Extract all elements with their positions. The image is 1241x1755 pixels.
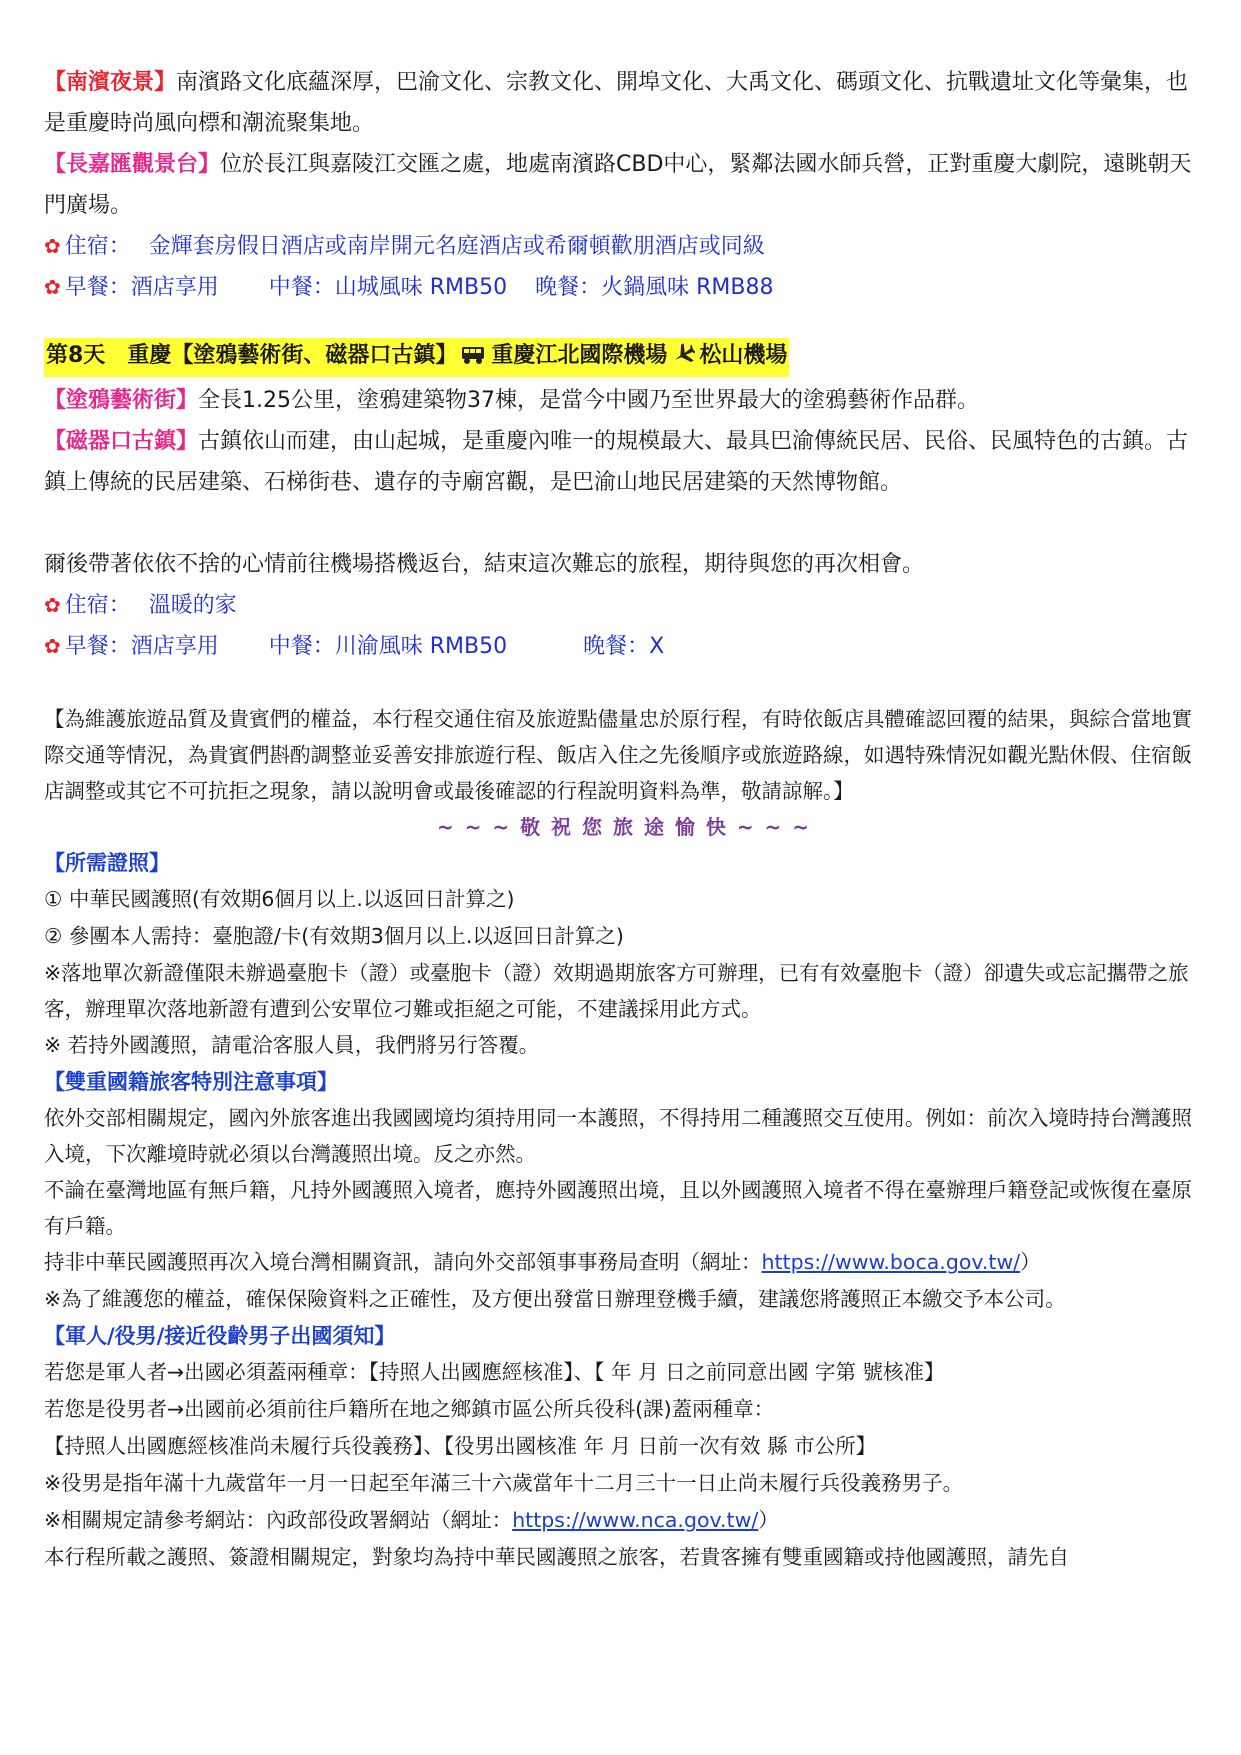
airplane-icon: [671, 341, 695, 377]
notice-paragraph: 【為維護旅遊品質及貴賓們的權益，本行程交通住宿及旅遊點儘量忠於原行程，有時依飯店具體確認回覆的結果，與綜合當地實際交通等情況，為貴賓們斟酌調整並妥善安排旅遊行程、飯店入住之先後順序或旅遊路線，如遇特殊情況如觀光點休假、住宿飯店調整或其它不可抗拒之現象，請以說明會或最後確認的行程說明資料為準，敬請諒解。】: [44, 707, 1192, 803]
day8-dinner: 晚餐：X: [583, 634, 665, 659]
dual-p3-prefix: 持非中華民國護照再次入境台灣相關資訊，請向外交部領事事務局查明（網址：: [44, 1250, 762, 1274]
military-title: 【軍人/役男/接近役齡男子出國須知】: [44, 1324, 396, 1348]
docs-note-1: ※落地單次新證僅限未辦過臺胞卡（證）或臺胞卡（證）效期過期旅客方可辦理，已有有效臺胞卡（證）卻遺失或忘記攜帶之旅客，辦理單次落地新證有遭到公安單位刁難或拒絕之可能，不建議採用此方式。: [44, 961, 1189, 1021]
nca-link[interactable]: https://www.nca.gov.tw/: [512, 1508, 759, 1532]
ciqikou-title: 【磁器口古鎮】: [44, 429, 199, 454]
dual-p4: ※為了維護您的權益，確保保險資料之正確性，及方便出發當日辦理登機手續，建議您將護照正本繳交予本公司。: [44, 1287, 1066, 1311]
day8-label: 第8天: [46, 343, 106, 368]
dual-p2: 不論在臺灣地區有無戶籍，凡持外國護照入境者，應持外國護照出境，且以外國護照入境者不得在臺辦理戶籍登記或恢復在臺原有戶籍。: [44, 1178, 1192, 1238]
military-l3: 【持照人出國應經核准尚未履行兵役義務】、【役男出國核准 年 月 日前一次有效 縣 市公所】: [44, 1434, 877, 1458]
day7-hotel: [44, 226, 1204, 267]
military-l4: ※役男是指年滿十九歲當年一月一日起至年滿三十六歲當年十二月三十一日止尚未履行兵役義務男子。: [44, 1471, 964, 1495]
day7-meals: [44, 267, 1204, 308]
day8-hotel-value: 溫暖的家: [148, 593, 237, 618]
day8-meals: [44, 626, 1204, 667]
nanbin-paragraph: [44, 62, 1204, 144]
docs-item-2: ② 參團本人需持：臺胞證/卡(有效期3個月以上.以返回日計算之): [44, 924, 624, 948]
dual-title: 【雙重國籍旅客特別注意事項】: [44, 1070, 338, 1094]
nanbin-title: 【南濱夜景】: [44, 70, 177, 95]
docs-title: 【所需證照】: [44, 851, 170, 875]
dual-p1: 依外交部相關規定，國內外旅客進出我國國境均須持用同一本護照，不得持用二種護照交互使用。例如：前次入境時持台灣護照入境，下次離境時就必須以台灣護照出境。反之亦然。: [44, 1106, 1192, 1166]
changjia-paragraph: [44, 144, 1204, 226]
bus-icon: [461, 341, 487, 377]
dual-p3: [44, 1244, 1204, 1281]
day8-route-3: 松山機場: [699, 343, 788, 368]
changjia-title: 【長嘉匯觀景台】: [44, 152, 221, 177]
graffiti-title: 【塗鴉藝術街】: [44, 388, 199, 413]
ciqikou-text: 古鎮依山而建，由山起城，是重慶內唯一的規模最大、最具巴渝傳統民居、民俗、民風特色的古鎮。古鎮上傳統的民居建築、石梯街巷、遺存的寺廟宮觀，是巴渝山地民居建築的天然博物館。: [44, 429, 1189, 495]
wish-line: ~ ~ ~ 敬 祝 您 旅 途 愉 快 ~ ~ ~: [436, 815, 812, 839]
flower-icon: ✿: [44, 634, 61, 658]
day8-header-row: [44, 338, 1204, 380]
day8-title: [44, 338, 789, 377]
docs-item-1: ① 中華民國護照(有效期6個月以上.以返回日計算之): [44, 887, 515, 911]
day8-hotel-label: 住宿：: [64, 593, 131, 618]
dual-p3-suffix: ）: [1020, 1250, 1041, 1274]
flower-icon: ✿: [44, 593, 61, 617]
day7-hotel-value: 金輝套房假日酒店或南岸開元名庭酒店或希爾頓歡朋酒店或同級: [148, 234, 765, 259]
graffiti-text: 全長1.25公里，塗鴉建築物37棟，是當今中國乃至世界最大的塗鴉藝術作品群。: [198, 388, 979, 413]
changjia-text: 位於長江與嘉陵江交匯之處，地處南濱路CBD中心，緊鄰法國水師兵營，正對重慶大劇院，遠眺朝天門廣場。: [44, 152, 1192, 218]
flower-icon: ✿: [44, 275, 61, 299]
day8-route-2: 重慶江北國際機場: [491, 343, 668, 368]
boca-link[interactable]: https://www.boca.gov.tw/: [761, 1250, 1021, 1274]
day8-lunch: 中餐：川渝風味 RMB50: [268, 634, 508, 659]
day8-hotel: [44, 585, 1204, 626]
day8-breakfast: 早餐：酒店享用: [64, 634, 219, 659]
day8-route-1: 重慶【塗鴉藝術街、磁器口古鎮】: [127, 343, 458, 368]
military-l2: 若您是役男者→出國前必須前往戶籍所在地之鄉鎮市區公所兵役科(課)蓋兩種章：: [44, 1397, 775, 1421]
ciqikou-paragraph: [44, 421, 1204, 503]
military-l6: 本行程所載之護照、簽證相關規定，對象均為持中華民國護照之旅客，若貴客擁有雙重國籍或持他國護照，請先自: [44, 1545, 1069, 1569]
day7-dinner: 晚餐：火鍋風味 RMB88: [535, 275, 774, 300]
military-l5: [44, 1502, 1204, 1539]
farewell-text: 爾後帶著依依不捨的心情前往機場搭機返台，結束這次難忘的旅程，期待與您的再次相會。: [44, 552, 925, 577]
day7-hotel-label: 住宿：: [64, 234, 131, 259]
military-l5-suffix: ）: [758, 1508, 779, 1532]
itinerary-page: [44, 62, 1204, 1576]
day7-breakfast: 早餐：酒店享用: [64, 275, 219, 300]
nanbin-text: 南濱路文化底蘊深厚，巴渝文化、宗教文化、開埠文化、大禹文化、碼頭文化、抗戰遺址文化等彙集，也是重慶時尚風向標和潮流聚集地。: [44, 70, 1189, 136]
flower-icon: ✿: [44, 234, 61, 258]
docs-note-2: ※ 若持外國護照，請電洽客服人員，我們將另行答覆。: [44, 1033, 540, 1057]
military-l5-prefix: ※相關規定請參考網站：內政部役政署網站（網址：: [44, 1508, 513, 1532]
day7-lunch: 中餐：山城風味 RMB50: [268, 275, 508, 300]
military-l1: 若您是軍人者→出國必須蓋兩種章：【持照人出國應經核准】、【 年 月 日之前同意出國 字第 號核准】: [44, 1360, 945, 1384]
graffiti-paragraph: [44, 380, 1204, 421]
